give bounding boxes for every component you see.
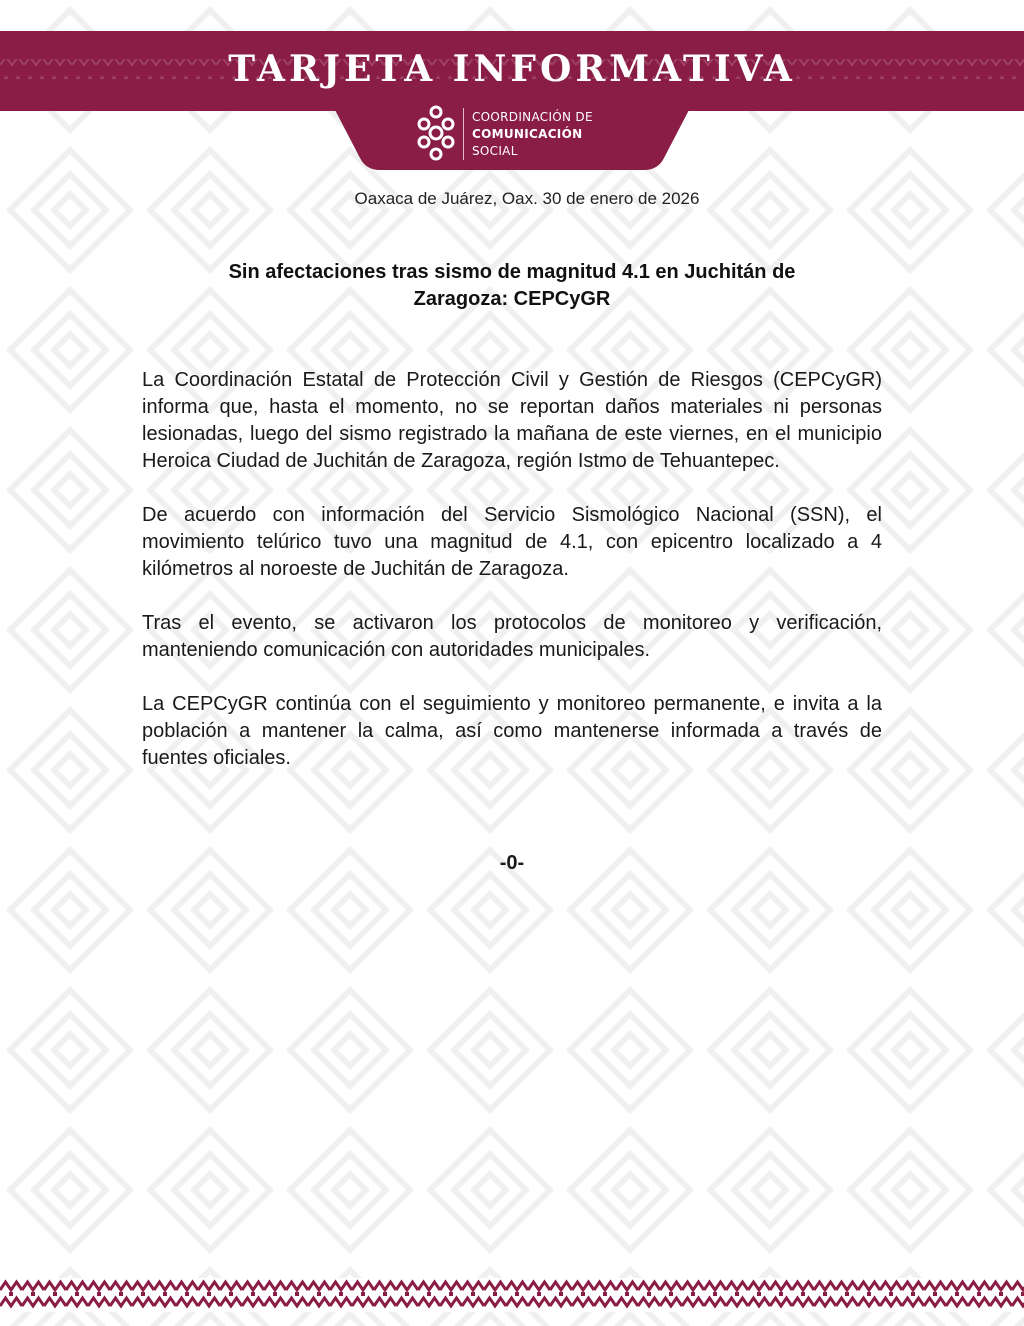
logo-line-3: SOCIAL [472, 144, 518, 158]
headline-line-1: Sin afectaciones tras sismo de magnitud 4.1 en Juchitán de [228, 261, 796, 283]
logo-text [472, 109, 593, 160]
logo-divider [463, 108, 464, 160]
closing-mark: -0- [499, 852, 525, 874]
page-title: TARJETA INFORMATIVA [228, 48, 796, 90]
place-date: Oaxaca de Juárez, Oax. 30 de enero de 2026 [354, 189, 700, 208]
paragraph-4: La CEPCyGR continúa con el seguimiento y monitoreo permanente, e invita a la población a mantener la calma, así como mantenerse informada a través de fuentes oficiales. [142, 693, 882, 769]
headline-line-2: Zaragoza: CEPCyGR [413, 288, 611, 310]
paragraph-1: La Coordinación Estatal de Protección Civil y Gestión de Riesgos (CEPCyGR) informa que, hasta el momento, no se reportan daños materiales ni personas lesionadas, luego del sismo registrado la mañana de este viernes, en el municipio Heroica Ciudad de Juchitán de Zaragoza, región Istmo de Tehuantepec. [142, 369, 882, 472]
body-text [142, 367, 882, 799]
paragraph-2: De acuerdo con información del Servicio Sismológico Nacional (SSN), el movimiento telúrico tuvo una magnitud de 4.1, con epicentro localizado a 4 kilómetros al noroeste de Juchitán de Zaragoza. [142, 504, 882, 580]
headline [160, 259, 864, 313]
logo-line-2: COMUNICACIÓN [472, 127, 583, 141]
oaxaca-emblem-icon [414, 104, 458, 162]
footer-band [0, 1278, 1024, 1312]
paragraph-3: Tras el evento, se activaron los protocolos de monitoreo y verificación, manteniendo comunicación con autoridades municipales. [142, 612, 882, 661]
logo-line-1: COORDINACIÓN DE [472, 110, 593, 124]
